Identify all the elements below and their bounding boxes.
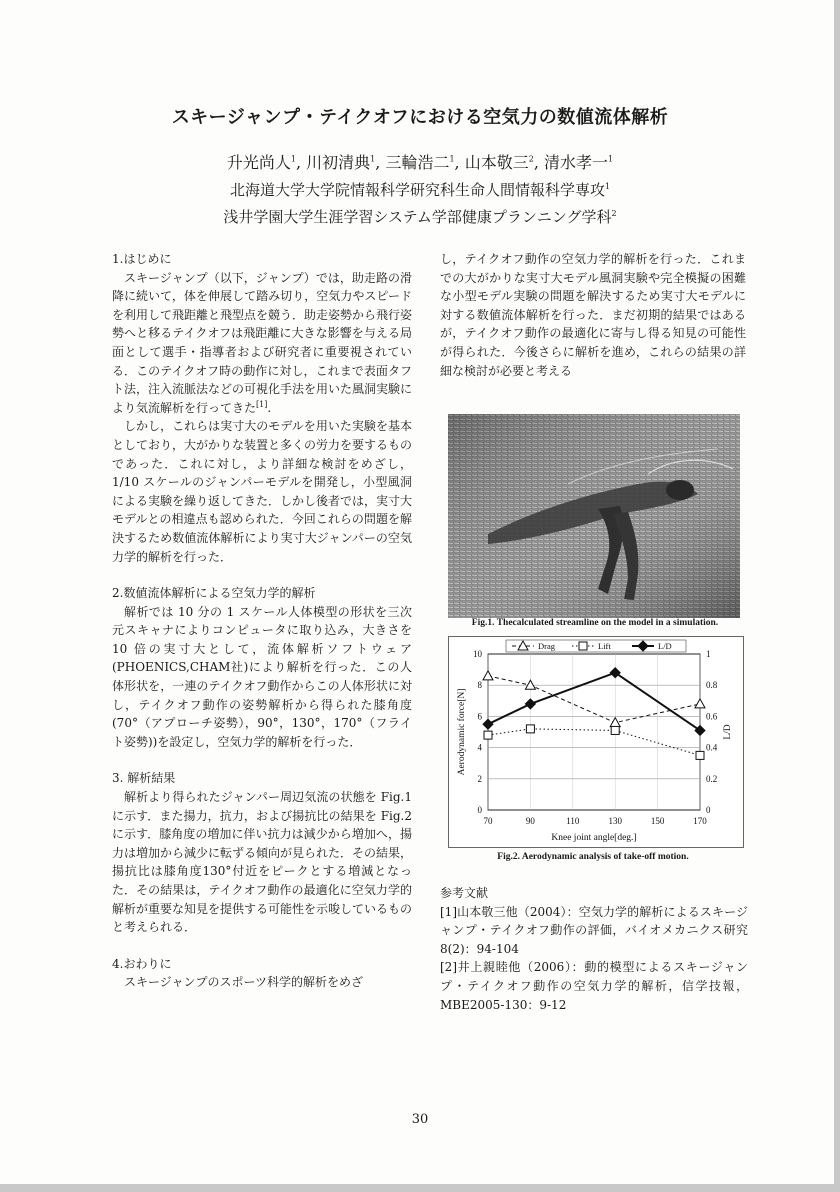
data-point xyxy=(484,731,492,739)
data-point xyxy=(696,751,704,759)
aerodynamic-chart xyxy=(448,636,744,848)
y-tick-label: 2 xyxy=(477,773,482,784)
author: 川初清典$^1$ xyxy=(306,153,376,172)
data-point xyxy=(611,726,619,734)
author: 升光尚人$^1$ xyxy=(226,153,296,172)
y2-tick-label: 0.2 xyxy=(706,773,718,784)
y-axis-label: Aerodynamic force[N] xyxy=(457,688,467,776)
legend-label: L/D xyxy=(658,641,672,651)
x-axis-label: Knee joint angle[deg.] xyxy=(551,833,637,843)
y2-tick-label: 0.4 xyxy=(706,742,718,753)
left-column xyxy=(112,250,412,992)
y-tick-label: 6 xyxy=(477,711,482,722)
section-heading: 2.数値流体解析による空気力学的解析 xyxy=(112,586,316,601)
x-tick-label: 150 xyxy=(650,816,665,826)
x-tick-label: 110 xyxy=(566,816,580,826)
legend-marker xyxy=(579,642,587,650)
legend-label: Drag xyxy=(538,641,555,651)
x-tick-label: 130 xyxy=(608,816,622,826)
y-tick-label: 4 xyxy=(477,742,482,753)
section-heading: 3. 解析結果 xyxy=(112,771,176,786)
paragraph: しかし，これらは実寸大のモデルを用いた実験を基本としており，大がかりな装置と多くの労力を要するものであった．これに対し，より詳細な検討をめざし，1/10 スケールのジャンパーモデルを開発し，小型風洞による実験を繰り返してきた．しかし後者では，実寸大モデルとの相違点も認められた．今回これらの問題を解決するため数値流体解析により実寸大ジャンパーの空気力学的解析を行った． xyxy=(112,419,413,564)
paper-title: スキージャンプ・テイクオフにおける空気力の数値流体解析 xyxy=(171,107,669,128)
paragraph: スキージャンプのスポーツ科学的解析をめざ xyxy=(124,975,364,990)
references-heading: 参考文献 xyxy=(440,886,489,900)
y2-tick-label: 0 xyxy=(706,805,711,815)
legend-label: Lift xyxy=(598,641,611,651)
paragraph: し，テイクオフ動作の空気力学的解析を行った．これまでの大がかりな実寸大モデル風洞実験や完全模擬の困難な小型モデル実験の問題を解決するため実寸大モデルに対する数値流体解析を行った．まだ初期的結果ではあるが，テイクオフ動作の最適化に寄与し得る知見の可能性が得られた．今後さらに解析を進め，これらの結果の詳細な検討が必要と考える xyxy=(440,252,746,378)
streamline-image xyxy=(448,414,740,618)
y2-axis-label: L/D xyxy=(723,724,733,740)
streamline-figure xyxy=(448,414,740,618)
chart-svg xyxy=(448,636,744,848)
y2-tick-label: 0.6 xyxy=(706,711,718,722)
page-number: 30 xyxy=(411,1112,429,1127)
reference-item: [1]山本敬三他（2004）：空気力学的解析によるスキージャンプ・テイクオフ動作の評価，バイオメカニクス研究 8(2)：94-104 xyxy=(440,904,748,956)
paragraph: スキージャンプ（以下，ジャンプ）では，助走路の滑降に続いて，体を伸展して踏み切り，空気力やスピードを利用して飛距離と飛型点を競う．助走姿勢から飛行姿勢へと移るテイクオフは飛距離に大きな影響を与える局面として選手・指導者および研究者に重要視されている．このテイクオフ時の動作に対し，これまで表面タフト法，注入流脈法などの可視化手法を用いた風洞実験により気流解析を行ってきた[1]. xyxy=(112,270,413,415)
author: 山本敬三$^2$ xyxy=(464,153,534,172)
y-tick-label: 8 xyxy=(477,680,482,691)
section-heading: 1.はじめに xyxy=(112,252,172,266)
y-tick-label: 0 xyxy=(477,805,482,815)
x-tick-label: 70 xyxy=(483,816,493,826)
references xyxy=(440,884,748,1014)
x-tick-label: 90 xyxy=(525,816,535,826)
reference-item: [2]井上親睦他（2006）：動的模型によるスキージャンプ・テイクオフ動作の空気力学的解析，信学技報，MBE2005-130：9-12 xyxy=(440,960,748,1012)
page-edge xyxy=(0,1184,840,1192)
paragraph: 解析では 10 分の 1 スケール人体模型の形状を三次元スキャナによりコンピュータに取り込み，大きさを 10 倍の実寸大として，流体解析ソフトウェア(PHOENICS,CHAM社)により解析を行った．この人体形状を，一連のテイクオフ動作からこの人体形状に対し，テイクオフ動作の姿勢解析から得られた膝角度(70°（アプローチ姿勢），90°，130°，170°（フライト姿勢))を設定し，空気力学的解析を行った． xyxy=(112,604,412,749)
right-column xyxy=(440,250,746,380)
x-tick-label: 170 xyxy=(693,816,707,826)
figure-caption: Fig.2. Aerodynamic analysis of take-off motion. xyxy=(497,852,689,862)
affiliation: 浅井学園大学生涯学習システム学部健康プランニング学科$^2$ xyxy=(223,208,617,226)
data-point xyxy=(526,725,534,733)
section-heading: 4.おわりに xyxy=(112,956,172,971)
author: 清水孝一$^1$ xyxy=(544,153,614,172)
paragraph: 解析より得られたジャンパー周辺気流の状態を Fig.1 に示す．また揚力，抗力，および揚抗比の結果を Fig.2 に示す．膝角度の増加に伴い抗力は減少から増加へ，揚力は増加から減少に転ずる傾向が見られた．その結果，揚抗比は膝角度130°付近をピークとする増減となった．その結果は，テイクオフ動作の最適化に空気力学的解析が重要な知見を提供する可能性を示唆しているものと考えられる． xyxy=(112,790,413,935)
figure-caption: Fig.1. Thecalculated streamline on the model in a simulation. xyxy=(471,618,719,628)
affiliation: 北海道大学大学院情報科学研究科生命人間情報科学専攻$^1$ xyxy=(229,181,611,199)
author: 三輪浩二$^1$ xyxy=(385,153,455,172)
y2-tick-label: 0.8 xyxy=(706,680,718,691)
y-tick-label: 10 xyxy=(473,649,482,659)
author-list: 升光尚人$^1$, 川初清典$^1$, 三輪浩二$^1$, 山本敬三$^2$, 清水孝一$^1$ xyxy=(226,153,614,172)
y2-tick-label: 1 xyxy=(706,649,711,659)
plot-area xyxy=(488,654,700,810)
